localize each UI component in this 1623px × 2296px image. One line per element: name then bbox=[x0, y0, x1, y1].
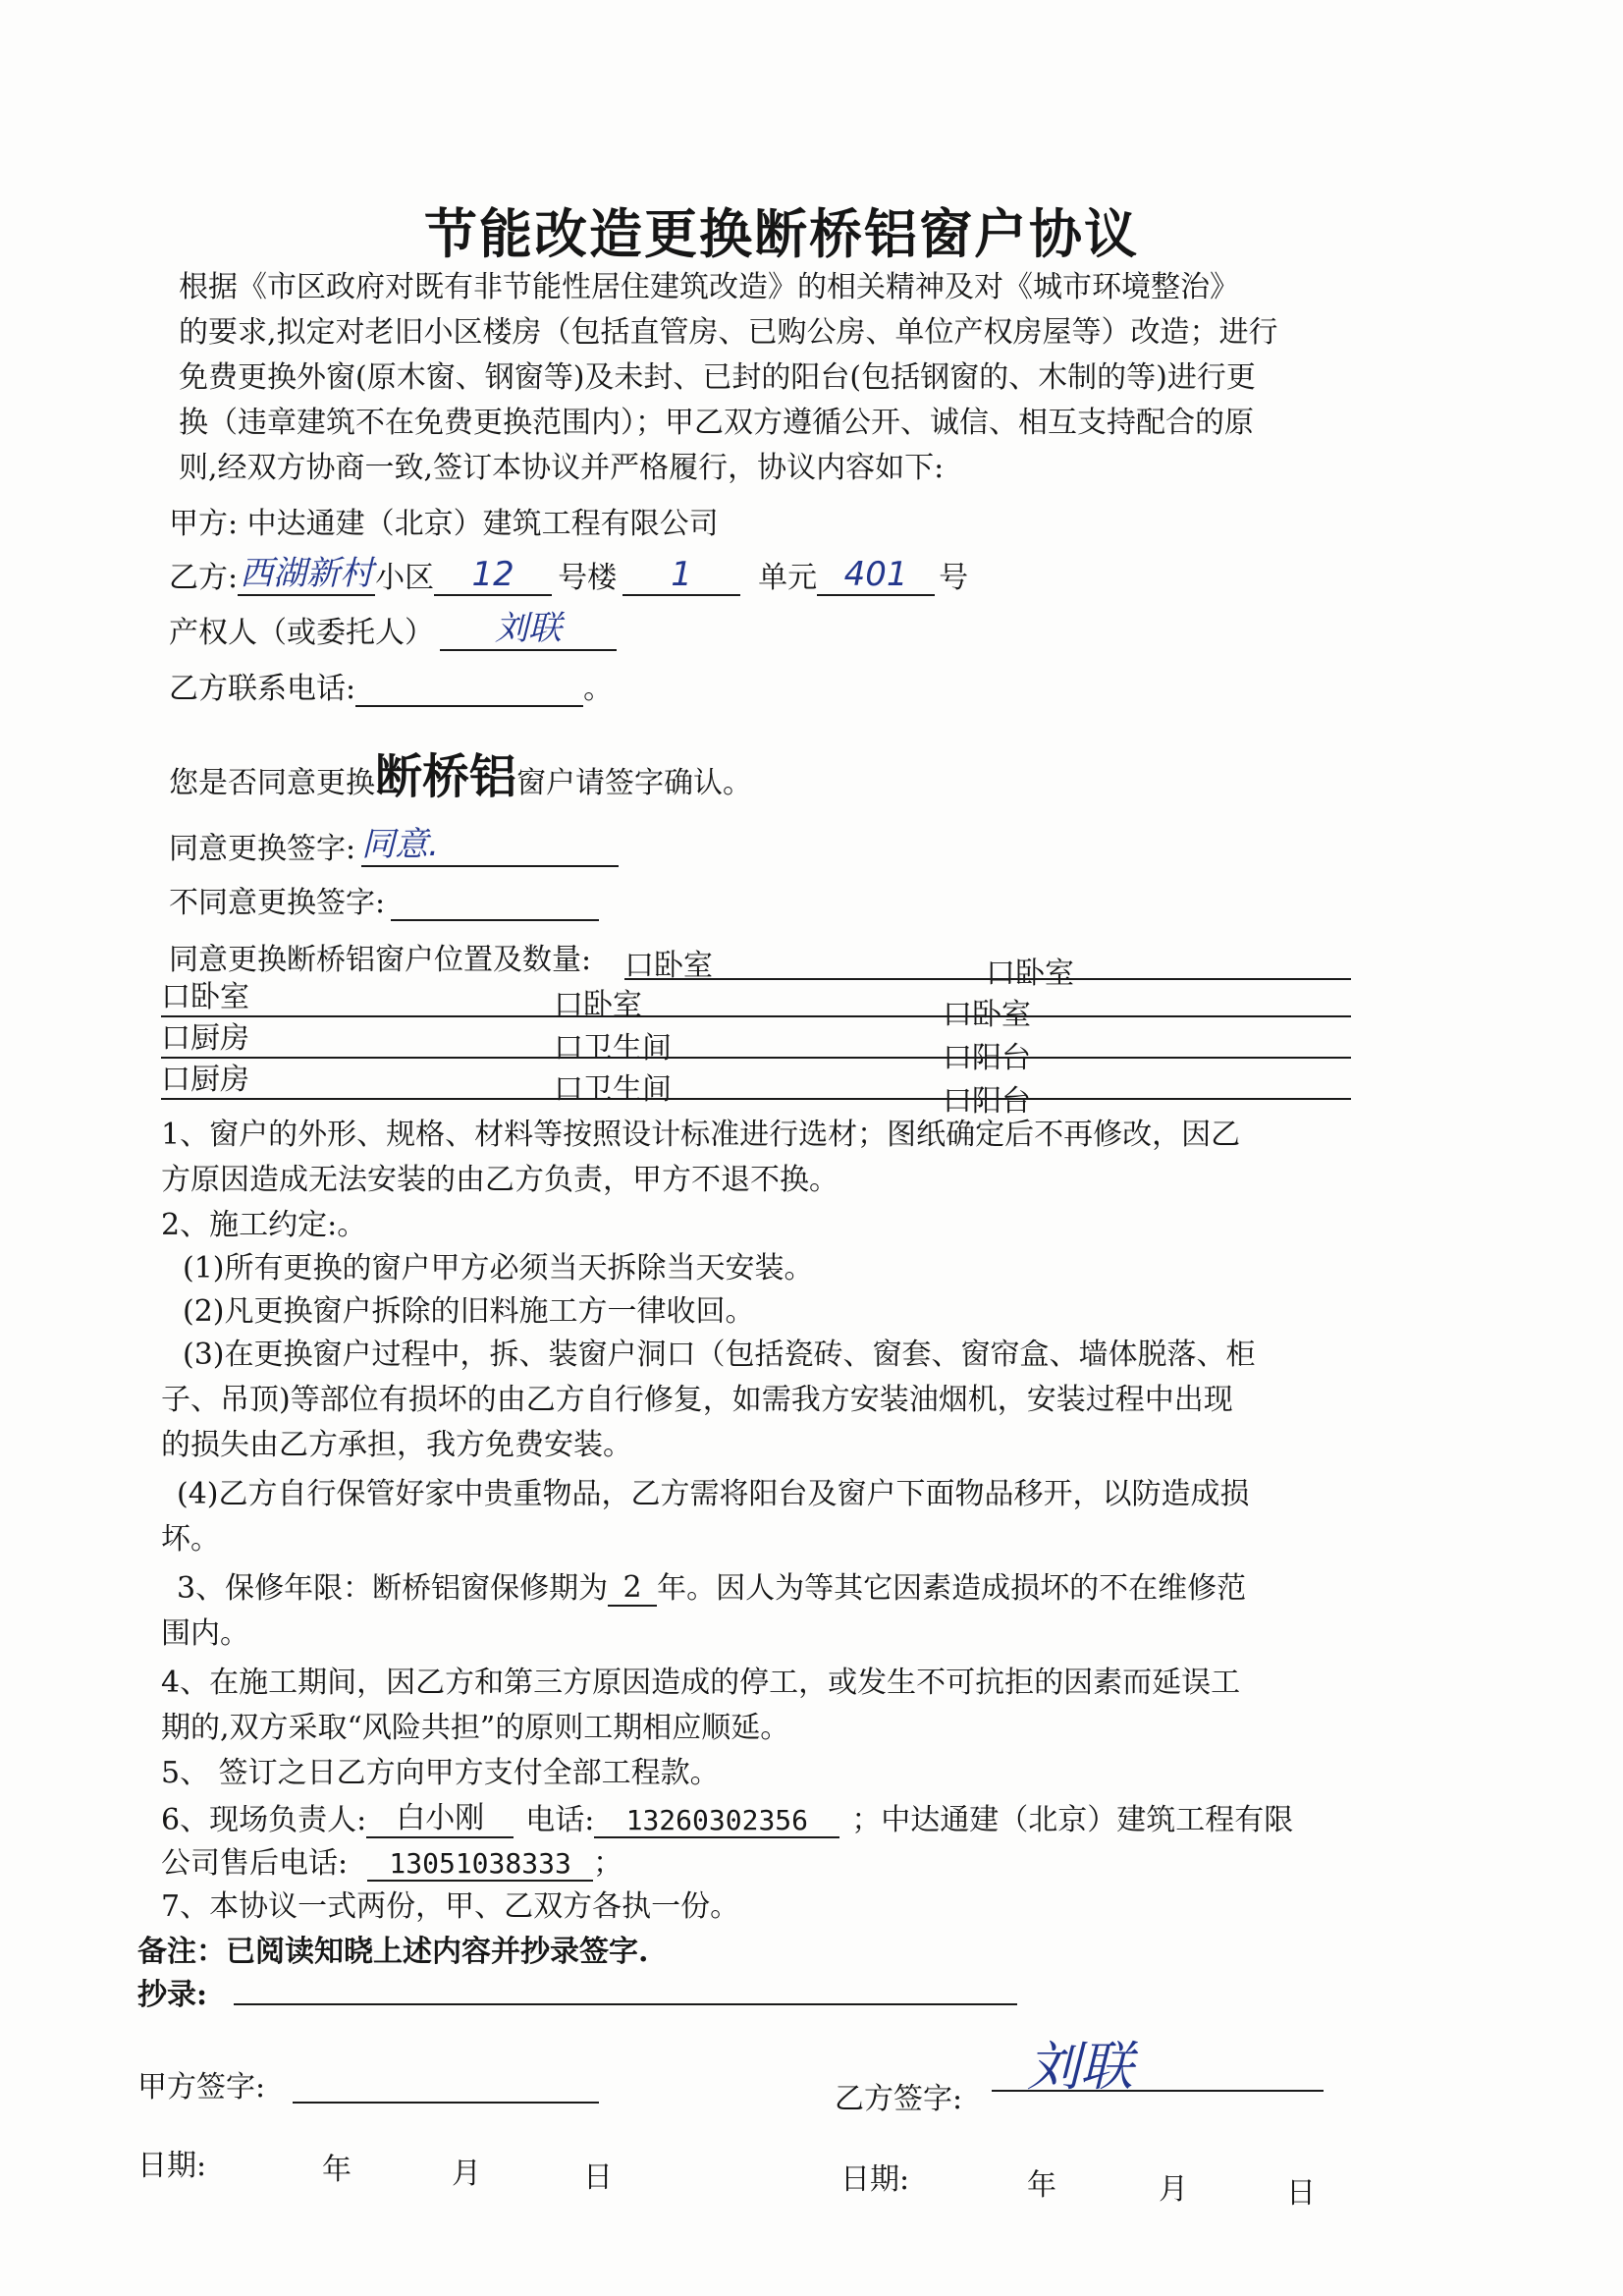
intro-line-3: 免费更换外窗(原木窗、钢窗等)及未封、已封的阳台(包括钢窗的、木制的等)进行更 bbox=[179, 360, 1256, 395]
party-b-sign-line bbox=[992, 2090, 1324, 2092]
clause-6-line-1 bbox=[161, 1793, 1293, 1838]
party-a-sign-label: 甲方签字: bbox=[137, 2070, 266, 2105]
clause-2-3-line-2: 子、吊顶)等部位有损坏的由乙方自行修复，如需我方安装油烟机，安装过程中出现 bbox=[161, 1383, 1233, 1417]
clause-6-line-2 bbox=[161, 1838, 622, 1882]
position-cell: 口阳台 bbox=[943, 1084, 1031, 1119]
copy-label: 抄录: bbox=[137, 1978, 208, 2012]
phone-label: 乙方联系电话: bbox=[169, 672, 356, 706]
position-cell: 口卧室 bbox=[554, 988, 642, 1022]
clause-5: 5、 签订之日乙方向甲方支付全部工程款。 bbox=[161, 1756, 720, 1790]
intro-line-2: 的要求,拟定对老旧小区楼房（包括直管房、已购公房、单位产权房屋等）改造；进行 bbox=[179, 315, 1278, 350]
party-b-date-label: 日期: bbox=[840, 2162, 910, 2197]
clause-2-3-line-3: 的损失由乙方承担，我方免费安装。 bbox=[161, 1428, 632, 1462]
positions-label: 同意更换断桥铝窗户位置及数量: bbox=[169, 943, 592, 977]
position-cell: 口厨房 bbox=[161, 1021, 249, 1056]
community-label: 小区 bbox=[375, 561, 435, 595]
party-b-day: 日 bbox=[1286, 2176, 1316, 2211]
position-cell: 口厨房 bbox=[161, 1063, 249, 1097]
clause-4-line-1: 4、在施工期间，因乙方和第三方原因造成的停工，或发生不可抗拒的因素而延误工 bbox=[161, 1666, 1241, 1700]
warranty-years: 2 bbox=[608, 1570, 657, 1607]
onsite-manager: 白小刚 bbox=[366, 1793, 514, 1838]
party-a-month: 月 bbox=[452, 2157, 481, 2191]
party-a-line: 甲方: 中达通建（北京）建筑工程有限公司 bbox=[169, 507, 719, 541]
party-b-year: 年 bbox=[1027, 2168, 1056, 2203]
clause-2-4-line-1: (4)乙方自行保管好家中贵重物品，乙方需将阳台及窗户下面物品移开，以防造成损 bbox=[177, 1477, 1250, 1511]
party-b-signature: 刘联 bbox=[1027, 2036, 1133, 2098]
party-a-date-label: 日期: bbox=[137, 2149, 207, 2183]
position-cell: 口卧室 bbox=[943, 998, 1031, 1032]
phone-line bbox=[169, 664, 613, 707]
position-cell: 口卫生间 bbox=[554, 1072, 672, 1107]
party-a-sign-line bbox=[293, 2102, 599, 2104]
position-cell: 口阳台 bbox=[943, 1041, 1031, 1075]
table-rule bbox=[161, 1098, 1351, 1100]
clause-3-after: 年。因人为等其它因素造成损坏的不在维修范 bbox=[657, 1571, 1247, 1606]
party-a-year: 年 bbox=[322, 2153, 352, 2187]
clause-3-line-2: 围内。 bbox=[161, 1616, 249, 1651]
intro-line-4: 换（违章建筑不在免费更换范围内）；甲乙双方遵循公开、诚信、相互支持配合的原 bbox=[179, 406, 1254, 440]
table-rule bbox=[161, 1015, 1351, 1017]
consent-after: 窗户请签字确认。 bbox=[516, 766, 753, 800]
consent-emphasis: 断桥铝 bbox=[375, 749, 517, 804]
position-cell: 口卧室 bbox=[986, 957, 1074, 991]
phone-field bbox=[355, 672, 583, 707]
unit-field: 1 bbox=[622, 555, 740, 596]
clause-2: 2、施工约定:。 bbox=[161, 1208, 367, 1242]
clause-3-before: 3、保修年限：断桥铝窗保修期为 bbox=[177, 1571, 609, 1606]
clause-1-line-2: 方原因造成无法安装的由乙方负责，甲方不退不换。 bbox=[161, 1163, 839, 1197]
community-field: 西湖新村 bbox=[238, 546, 375, 596]
onsite-phone-label: 电话: bbox=[525, 1803, 595, 1837]
building-label: 号楼 bbox=[558, 561, 618, 595]
clause-3 bbox=[177, 1563, 1246, 1607]
phone-suffix: 。 bbox=[583, 672, 614, 706]
disagree-sign-line bbox=[169, 878, 599, 921]
party-b-sign-label: 乙方签字: bbox=[835, 2082, 963, 2116]
service-suffix: ； bbox=[593, 1846, 623, 1881]
intro-line-1: 根据《市区政府对既有非节能性居住建筑改造》的相关精神及对《城市环境整治》 bbox=[179, 270, 1239, 304]
disagree-signature-field bbox=[391, 886, 599, 921]
service-phone-label: 公司售后电话: bbox=[161, 1846, 349, 1881]
party-a-day: 日 bbox=[583, 2160, 613, 2195]
clause-2-4-line-2: 坏。 bbox=[161, 1522, 220, 1557]
clause-6-after: ；中达通建（北京）建筑工程有限 bbox=[851, 1803, 1294, 1837]
table-rule bbox=[624, 978, 1351, 980]
owner-signature: 刘联 bbox=[440, 601, 617, 651]
building-field: 12 bbox=[434, 555, 552, 596]
onsite-phone: 13260302356 bbox=[594, 1804, 839, 1838]
agree-signature: 同意. bbox=[361, 817, 619, 867]
party-b-month: 月 bbox=[1159, 2172, 1188, 2207]
owner-line bbox=[169, 601, 617, 651]
clause-1-line-1: 1、窗户的外形、规格、材料等按照设计标准进行选材；图纸确定后不再修改，因乙 bbox=[161, 1118, 1241, 1152]
clause-2-3-line-1: (3)在更换窗户过程中，拆、装窗户洞口（包括瓷砖、窗套、窗帘盒、墙体脱落、柜 bbox=[183, 1338, 1256, 1372]
clause-2-1: (1)所有更换的窗户甲方必须当天拆除当天安装。 bbox=[183, 1251, 814, 1285]
intro-line-5: 则,经双方协商一致,签订本协议并严格履行，协议内容如下: bbox=[179, 451, 945, 485]
party-b-label: 乙方: bbox=[169, 561, 239, 595]
party-b-line bbox=[169, 546, 968, 596]
page-title: 节能改造更换断桥铝窗户协议 bbox=[424, 203, 1139, 265]
service-phone: 13051038333 bbox=[367, 1847, 593, 1882]
clause-2-2: (2)凡更换窗户拆除的旧料施工方一律收回。 bbox=[183, 1294, 755, 1329]
clause-4-line-2: 期的,双方采取“风险共担”的原则工期相应顺延。 bbox=[161, 1711, 790, 1745]
disagree-sign-label: 不同意更换签字: bbox=[169, 886, 386, 920]
position-cell: 口卧室 bbox=[624, 949, 713, 983]
room-label: 号 bbox=[939, 561, 969, 595]
note-line: 备注：已阅读知晓上述内容并抄录签字. bbox=[137, 1935, 649, 1969]
owner-label: 产权人（或委托人） bbox=[169, 616, 434, 650]
table-rule bbox=[161, 1057, 1351, 1059]
copy-line bbox=[234, 2003, 1017, 2005]
position-cell: 口卧室 bbox=[161, 980, 249, 1014]
room-field: 401 bbox=[817, 555, 935, 596]
agree-sign-line bbox=[169, 817, 619, 867]
position-cell: 口卫生间 bbox=[554, 1031, 672, 1066]
agree-sign-label: 同意更换签字: bbox=[169, 832, 356, 866]
clause-7: 7、本协议一式两份，甲、乙双方各执一份。 bbox=[161, 1889, 740, 1924]
consent-question bbox=[169, 738, 752, 806]
onsite-manager-label: 6、现场负责人: bbox=[161, 1803, 367, 1837]
unit-label: 单元 bbox=[758, 561, 818, 595]
consent-before: 您是否同意更换 bbox=[169, 766, 375, 800]
